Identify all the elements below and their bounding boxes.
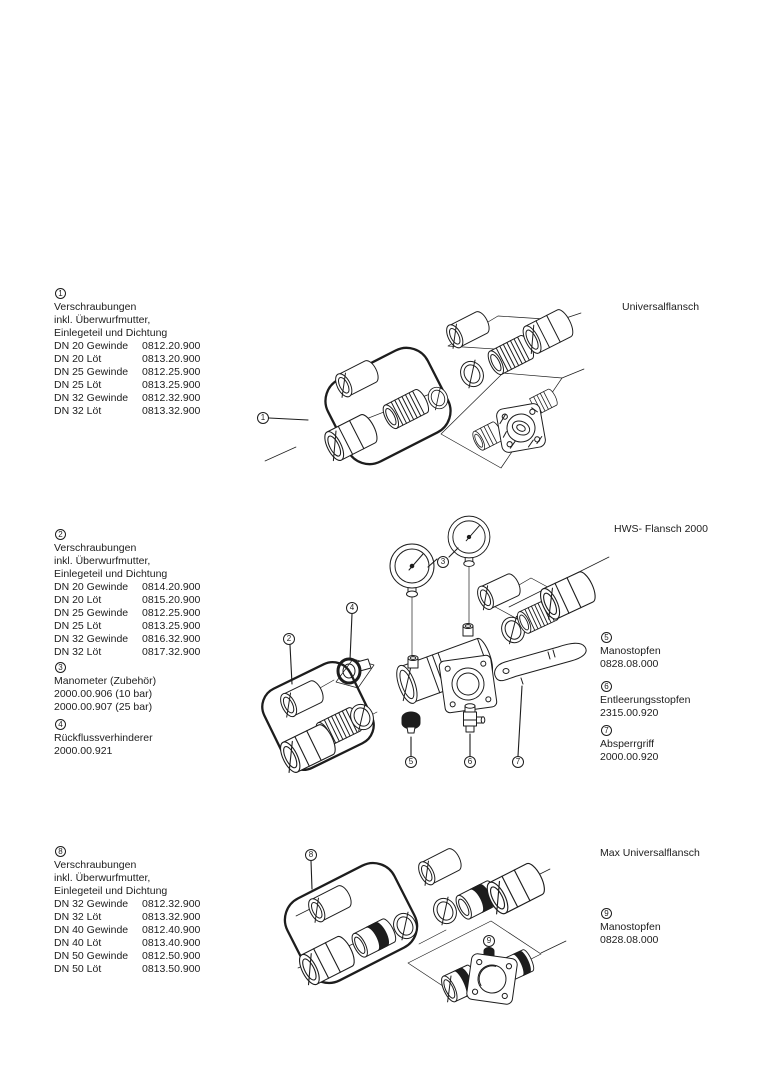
part-code: 0816.32.900 (142, 633, 201, 645)
part-name-line: Entleerungsstopfen (600, 694, 691, 706)
item-number-badge: 3 (55, 662, 66, 673)
item-number-badge: 4 (55, 719, 66, 730)
part-code: 0814.20.900 (142, 581, 201, 593)
part-code: 0813.50.900 (142, 963, 201, 975)
part-row (54, 963, 200, 976)
flange-body-universal (470, 388, 559, 454)
part-code: 2000.00.907 (25 bar) (54, 701, 153, 713)
part-variant: DN 32 Löt (54, 911, 102, 923)
part-row (54, 581, 200, 594)
part-name-line: Absperrgriff (600, 738, 655, 750)
part-code: 2000.00.920 (600, 751, 659, 763)
part-variant: DN 20 Löt (54, 594, 102, 606)
part-row (54, 366, 200, 379)
part-variant: DN 25 Gewinde (54, 366, 129, 378)
part-variant: DN 20 Löt (54, 353, 102, 365)
part-row (54, 379, 200, 392)
part-code: 0813.40.900 (142, 937, 201, 949)
parts-block-2 (54, 529, 200, 659)
part-code: 2000.00.906 (10 bar) (54, 688, 153, 700)
parts-block-4 (54, 719, 153, 758)
shutoff-handle (495, 643, 587, 684)
part-variant: DN 25 Löt (54, 379, 102, 391)
parts-block-7 (600, 725, 658, 764)
part-code: 0813.20.900 (142, 353, 201, 365)
part-code: 0812.40.900 (142, 924, 201, 936)
part-row (54, 353, 200, 366)
mano-plug (402, 712, 420, 733)
item-number-badge: 6 (601, 681, 612, 692)
parts-block-8 (54, 846, 200, 976)
part-name-line: Manostopfen (600, 921, 661, 933)
part-code: 0812.25.900 (142, 366, 201, 378)
part-variant: DN 32 Gewinde (54, 392, 129, 404)
part-name-line: Einlegeteil und Dichtung (54, 568, 168, 580)
part-row (54, 898, 200, 911)
section-title-hws-flansch: HWS- Flansch 2000 (614, 523, 708, 535)
part-row (54, 594, 200, 607)
callout-3: 3 (437, 556, 449, 568)
item-number-badge: 5 (601, 632, 612, 643)
part-code: 0812.32.900 (142, 898, 201, 910)
part-code: 0812.50.900 (142, 950, 201, 962)
part-row (54, 924, 200, 937)
part-code: 0813.25.900 (142, 620, 201, 632)
part-name-line: inkl. Überwurfmutter, (54, 872, 151, 884)
pressure-gauge-left (390, 544, 434, 597)
part-name-line: Manostopfen (600, 645, 661, 657)
part-variant: DN 32 Löt (54, 405, 102, 417)
section-title-max-universalflansch: Max Universalflansch (600, 847, 700, 859)
part-row (54, 405, 200, 418)
part-row (54, 620, 200, 633)
part-name-line: Einlegeteil und Dichtung (54, 327, 168, 339)
callout-8: 8 (305, 849, 317, 861)
part-name-line: Verschraubungen (54, 542, 137, 554)
callout-9: 9 (483, 935, 495, 947)
item-number-badge: 7 (601, 725, 612, 736)
part-row (54, 646, 200, 659)
callout-4: 4 (346, 602, 358, 614)
part-code: 0812.25.900 (142, 607, 201, 619)
part-name-line: Rückflussverhinderer (54, 732, 153, 744)
part-code: 2315.00.920 (600, 707, 659, 719)
diagram-universalflansch (265, 307, 584, 472)
callout-5: 5 (405, 756, 417, 768)
part-variant: DN 25 Gewinde (54, 607, 129, 619)
callout-2: 2 (283, 633, 295, 645)
part-row (54, 950, 200, 963)
parts-block-9 (600, 908, 661, 947)
part-code: 0812.32.900 (142, 392, 201, 404)
part-name-line: Verschraubungen (54, 301, 137, 313)
item-number-badge: 9 (601, 908, 612, 919)
part-variant: DN 40 Löt (54, 937, 102, 949)
part-variant: DN 20 Gewinde (54, 340, 129, 352)
part-name-line: Manometer (Zubehör) (54, 675, 157, 687)
part-code: 0828.08.000 (600, 658, 659, 670)
flange-body-max (437, 948, 536, 1005)
pressure-gauge-right (448, 516, 490, 566)
part-code: 0813.32.900 (142, 911, 201, 923)
part-name-line: inkl. Überwurfmutter, (54, 314, 151, 326)
part-variant: DN 20 Gewinde (54, 581, 129, 593)
part-variant: DN 32 Gewinde (54, 898, 129, 910)
part-code: 0813.32.900 (142, 405, 201, 417)
part-row (54, 911, 200, 924)
diagram-max-universalflansch (277, 846, 566, 1005)
part-row (54, 633, 200, 646)
part-name-line: Einlegeteil und Dichtung (54, 885, 168, 897)
part-variant: DN 40 Gewinde (54, 924, 129, 936)
part-row (54, 607, 200, 620)
section-title-universalflansch: Universalflansch (622, 301, 700, 313)
part-code: 0828.08.000 (600, 934, 659, 946)
part-variant: DN 32 Löt (54, 646, 102, 658)
parts-block-3 (54, 662, 156, 714)
parts-block-5 (600, 632, 661, 671)
callout-1: 1 (257, 412, 269, 424)
part-row (54, 392, 200, 405)
part-code: 0817.32.900 (142, 646, 201, 658)
parts-block-1 (54, 288, 200, 418)
part-row (54, 937, 200, 950)
callout-6: 6 (464, 756, 476, 768)
diagram-hws-flansch (256, 516, 609, 776)
callout-7: 7 (512, 756, 524, 768)
part-name-line: inkl. Überwurfmutter, (54, 555, 151, 567)
part-code: 0813.25.900 (142, 379, 201, 391)
item-number-badge: 2 (55, 529, 66, 540)
parts-block-6 (600, 681, 690, 720)
part-variant: DN 50 Gewinde (54, 950, 129, 962)
part-variant: DN 25 Löt (54, 620, 102, 632)
part-code: 0812.20.900 (142, 340, 201, 352)
part-name-line: Verschraubungen (54, 859, 137, 871)
part-code: 2000.00.921 (54, 745, 113, 757)
part-variant: DN 50 Löt (54, 963, 102, 975)
part-variant: DN 32 Gewinde (54, 633, 129, 645)
item-number-badge: 1 (55, 288, 66, 299)
part-row (54, 340, 200, 353)
item-number-badge: 8 (55, 846, 66, 857)
part-code: 0815.20.900 (142, 594, 201, 606)
